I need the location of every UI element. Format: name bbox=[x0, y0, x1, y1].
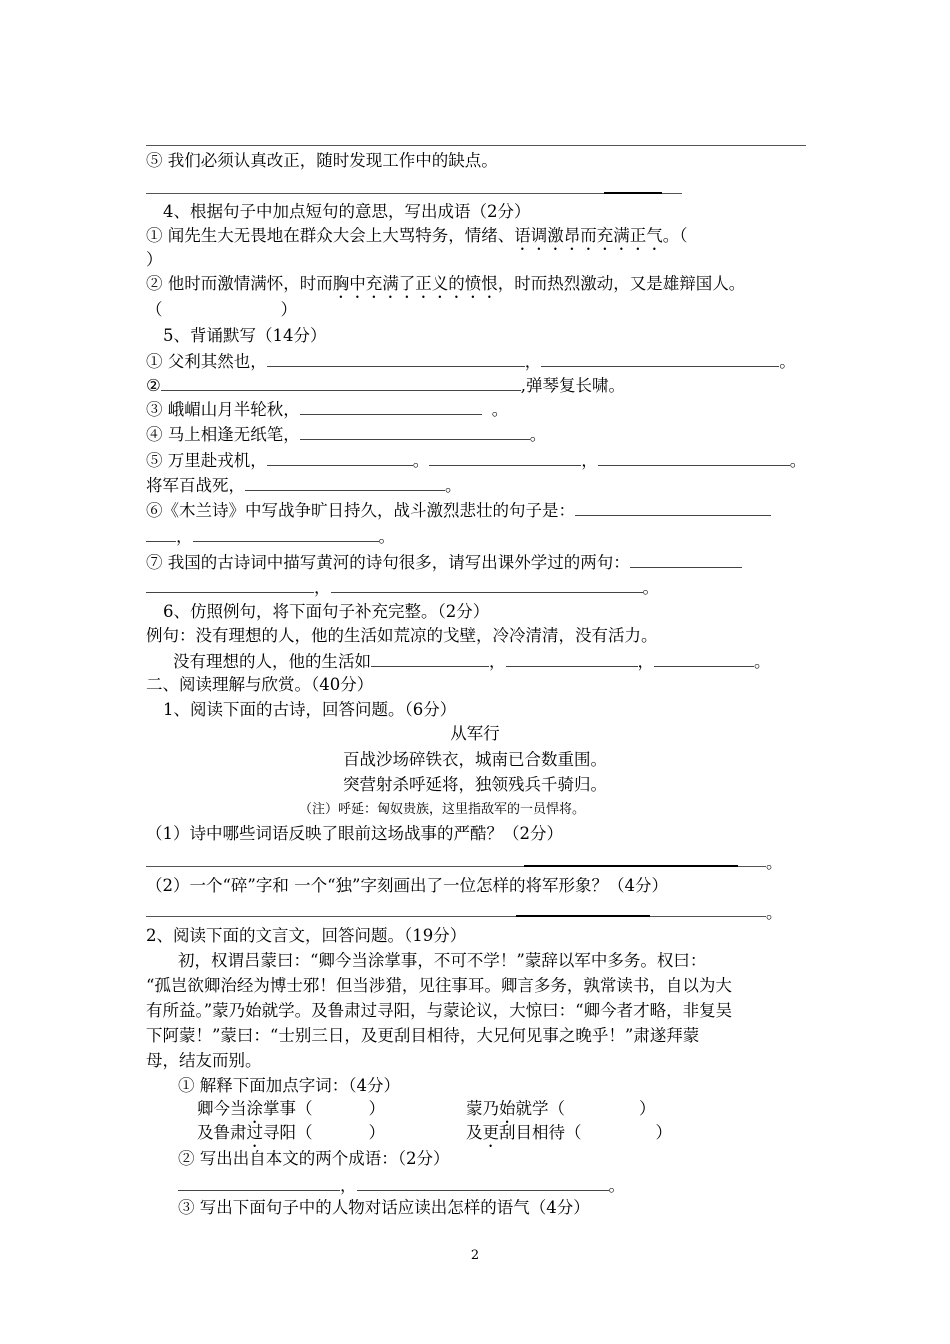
text: ） bbox=[368, 1099, 385, 1118]
text: 。 bbox=[491, 400, 509, 419]
close-paren: ） bbox=[280, 300, 297, 319]
blank-field[interactable] bbox=[267, 449, 413, 466]
text: 及 bbox=[466, 1123, 483, 1142]
text: ， bbox=[340, 1176, 357, 1195]
sub-question-1: ① 解释下面加点字词：（4分） bbox=[178, 1076, 400, 1095]
sub2-answer bbox=[178, 1174, 625, 1197]
passage-line-2: “孤岂欲卿治经为博士邪！但当涉猎，见往事耳。卿言多务，孰常读书，自以为大 bbox=[146, 976, 732, 995]
q4-s1-text: ① 闻先生大无畏地在群众大会上大骂特务，情绪、 bbox=[146, 226, 515, 245]
dotted-char: 涂 bbox=[246, 1099, 263, 1118]
text: 。 bbox=[779, 352, 796, 371]
blank-field[interactable] bbox=[161, 374, 521, 391]
blank-field[interactable] bbox=[654, 650, 754, 667]
text: 。 bbox=[445, 476, 462, 495]
q5-line-4 bbox=[146, 423, 546, 446]
blank-field[interactable] bbox=[371, 650, 489, 667]
text: 寻阳（ bbox=[263, 1123, 313, 1142]
text: ⑦ 我国的古诗词中描写黄河的诗句很多，请写出课外学过的两句： bbox=[146, 553, 630, 572]
dotted-char: 更 bbox=[482, 1123, 499, 1142]
text: 蒙乃 bbox=[466, 1099, 499, 1118]
blank-field[interactable] bbox=[541, 350, 779, 367]
blank-field[interactable] bbox=[357, 1174, 609, 1191]
text: ③ 峨嵋山月半轮秋， bbox=[146, 400, 300, 419]
poem-line-1: 百战沙场碎铁衣，城南已合数重围。 bbox=[343, 750, 607, 769]
text: ④ 马上相逢无纸笔， bbox=[146, 425, 300, 444]
q5-line-8 bbox=[146, 525, 395, 548]
q4-s1-dotted-phrase: 语调激昂而充满正气 bbox=[514, 226, 663, 245]
q4-s2-text: ② 他时而激情满怀，时而 bbox=[146, 274, 333, 293]
q4-s2-dotted-phrase: 胸中充满了正义的愤恨 bbox=[332, 274, 498, 293]
text: 就学（ bbox=[515, 1099, 565, 1118]
q4-sentence-2 bbox=[146, 273, 745, 302]
text: ⑥《木兰诗》中写战争旷日持久，战斗激烈悲壮的句子是： bbox=[146, 501, 575, 520]
text: 。 bbox=[529, 425, 547, 444]
q4-s1-close-paren: ） bbox=[146, 250, 163, 269]
q6-example: 例句：没有理想的人，他的生活如荒凉的戈壁，冷冷清清，没有活力。 bbox=[146, 626, 658, 645]
q5-line-6 bbox=[146, 474, 462, 497]
text: ） bbox=[368, 1123, 385, 1142]
answer-line bbox=[146, 916, 766, 917]
section2-title: 二、阅读理解与欣赏。（40分） bbox=[146, 675, 374, 694]
q6-prompt bbox=[173, 650, 771, 673]
page-number: 2 bbox=[470, 1248, 480, 1263]
q5-line-9 bbox=[146, 551, 742, 574]
poem-title: 从军行 bbox=[450, 724, 500, 743]
text: ,弹琴复长啸。 bbox=[520, 376, 626, 395]
blank-field[interactable] bbox=[178, 1174, 340, 1191]
blank-field[interactable] bbox=[506, 650, 638, 667]
q4-sentence-1 bbox=[146, 225, 688, 254]
poem-note: （注）呼延：匈奴贵族，这里指敌军的一员悍将。 bbox=[299, 802, 586, 817]
sub-question-3: ③ 写出下面句子中的人物对话应读出怎样的语气（4分） bbox=[178, 1198, 590, 1217]
q1-2-end: 。 bbox=[766, 903, 783, 922]
blank-field[interactable] bbox=[146, 525, 176, 542]
reading-q1-title: 1、阅读下面的古诗，回答问题。（6分） bbox=[163, 700, 457, 719]
word-item-4 bbox=[466, 1122, 672, 1151]
text: 。 bbox=[642, 578, 659, 597]
passage-line-4: 下阿蒙！”蒙曰：“士别三日，及更刮目相待，大兄何见事之晚乎！”肃遂拜蒙 bbox=[146, 1026, 700, 1045]
answer-line bbox=[146, 193, 682, 194]
text: ， bbox=[524, 352, 542, 371]
passage-line-3: 有所益。”蒙乃始就学。及鲁肃过寻阳，与蒙论议，大惊曰：“卿今者才略，非复吴 bbox=[146, 1001, 733, 1020]
q5-line-10 bbox=[146, 576, 659, 599]
answer-line-bold bbox=[604, 192, 662, 194]
blank-field[interactable] bbox=[300, 423, 530, 440]
reading-q2-title: 2、阅读下面的文言文，回答问题。（19分） bbox=[146, 926, 467, 945]
passage-line-1: 初，权谓吕蒙曰：“卿今当涂掌事，不可不学！”蒙辞以军中多务。权曰： bbox=[178, 951, 707, 970]
open-paren: （ bbox=[146, 300, 163, 319]
blank-field[interactable] bbox=[245, 474, 445, 491]
blank-field[interactable] bbox=[193, 525, 379, 542]
blank-field[interactable] bbox=[575, 499, 771, 516]
text: ， bbox=[581, 451, 598, 470]
text: 。 bbox=[754, 652, 771, 671]
blank-field[interactable] bbox=[267, 350, 525, 367]
text: 。 bbox=[789, 451, 807, 470]
text: ② bbox=[146, 376, 161, 395]
text: 没有理想的人，他的生活如 bbox=[173, 652, 371, 671]
q4-title: 4、根据句子中加点短句的意思，写出成语（2分） bbox=[163, 202, 531, 221]
text: 及鲁肃 bbox=[197, 1123, 247, 1142]
blank-field[interactable] bbox=[331, 576, 643, 593]
text: ） bbox=[639, 1099, 656, 1118]
sub-question-2: ② 写出出自本文的两个成语：（2分） bbox=[178, 1149, 450, 1168]
text: ， bbox=[176, 527, 193, 546]
dotted-char: 始 bbox=[499, 1099, 516, 1118]
answer-line-bold bbox=[516, 915, 650, 917]
blank-field[interactable] bbox=[598, 449, 790, 466]
text: 刮目相待（ bbox=[499, 1123, 582, 1142]
text: ， bbox=[489, 652, 506, 671]
text: ， bbox=[637, 652, 654, 671]
reading-q1-1: （1）诗中哪些词语反映了眼前这场战事的严酷？（2分） bbox=[146, 824, 563, 843]
text: ① 父利其然也， bbox=[146, 352, 267, 371]
q5-line-3 bbox=[146, 398, 508, 421]
q6-title: 6、仿照例句，将下面句子补充完整。（2分） bbox=[163, 602, 490, 621]
q3-item5: ⑤ 我们必须认真改正，随时发现工作中的缺点。 bbox=[146, 151, 498, 170]
text: 。 bbox=[412, 451, 430, 470]
q1-1-end: 。 bbox=[766, 853, 783, 872]
text: 卿今当 bbox=[197, 1099, 247, 1118]
text: ， bbox=[314, 578, 331, 597]
q5-line-7 bbox=[146, 499, 771, 522]
text: 掌事（ bbox=[263, 1099, 313, 1118]
q4-s1-paren: 。（ bbox=[662, 226, 688, 245]
q4-s2-answer-paren bbox=[146, 299, 297, 321]
text: 。 bbox=[378, 527, 395, 546]
q5-line-1 bbox=[146, 350, 796, 373]
q4-s2-text-end: ，时而热烈激动，又是雄辩国人。 bbox=[497, 274, 746, 293]
reading-q1-2: （2）一个“碎”字和 一个“独”字刻画出了一位怎样的将军形象？（4分） bbox=[146, 876, 668, 895]
answer-line bbox=[146, 145, 806, 146]
passage-line-5: 母，结友而别。 bbox=[146, 1051, 262, 1070]
blank-field[interactable] bbox=[429, 449, 581, 466]
q5-line-5 bbox=[146, 449, 806, 472]
q5-title: 5、背诵默写（14分） bbox=[163, 326, 327, 345]
text: ⑤ 万里赴戎机， bbox=[146, 451, 267, 470]
word-item-3 bbox=[197, 1122, 385, 1151]
text: ） bbox=[655, 1123, 672, 1142]
answer-line-bold bbox=[524, 865, 738, 867]
blank-field[interactable] bbox=[146, 576, 314, 593]
text: 将军百战死， bbox=[146, 476, 245, 495]
dotted-char: 过 bbox=[246, 1123, 263, 1142]
poem-line-2: 突营射杀呼延将，独领残兵千骑归。 bbox=[343, 775, 607, 794]
blank-field[interactable] bbox=[300, 398, 482, 415]
blank-field[interactable] bbox=[630, 551, 742, 568]
text: 。 bbox=[608, 1176, 625, 1195]
q5-line-2 bbox=[146, 374, 625, 397]
